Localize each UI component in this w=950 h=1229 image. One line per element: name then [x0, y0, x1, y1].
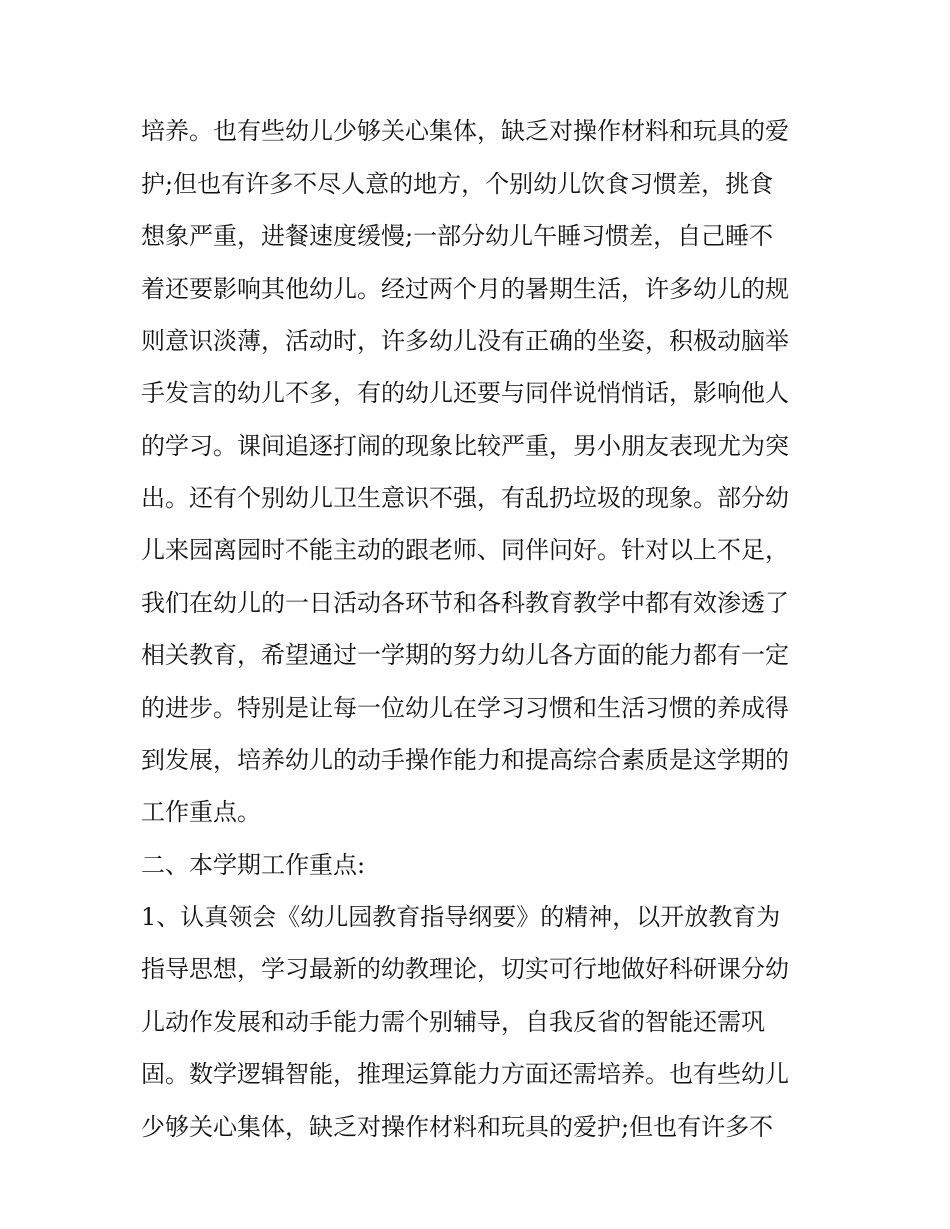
- text-line-2: 护;但也有许多不尽人意的地方，个别幼儿饮食习惯差，挑食: [141, 170, 774, 198]
- section-heading: 二、本学期工作重点:: [141, 851, 366, 879]
- text-line-10: 我们在幼儿的一日活动各环节和各科教育教学中都有效渗透了: [141, 589, 789, 617]
- text-line-16: 1、认真领会《幼儿园教育指导纲要》的精神，以开放教育为: [141, 903, 781, 931]
- text-line-17: 指导思想，学习最新的幼教理论，切实可行地做好科研课分幼: [141, 955, 789, 983]
- text-line-14: 工作重点。: [141, 798, 261, 826]
- text-line-1: 培养。也有些幼儿少够关心集体，缺乏对操作材料和玩具的爱: [141, 117, 789, 145]
- text-line-11: 相关教育，希望通过一学期的努力幼儿各方面的能力都有一定: [141, 641, 789, 669]
- text-line-3: 想象严重，进餐速度缓慢;一部分幼儿午睡习惯差，自己睡不: [141, 222, 774, 250]
- text-line-6: 手发言的幼儿不多，有的幼儿还要与同伴说悄悄话，影响他人: [141, 379, 789, 407]
- text-line-8: 出。还有个别幼儿卫生意识不强，有乱扔垃圾的现象。部分幼: [141, 484, 789, 512]
- text-line-20: 少够关心集体，缺乏对操作材料和玩具的爱护;但也有许多不: [141, 1113, 774, 1141]
- text-line-4: 着还要影响其他幼儿。经过两个月的暑期生活，许多幼儿的规: [141, 275, 789, 303]
- text-line-13: 到发展，培养幼儿的动手操作能力和提高综合素质是这学期的: [141, 746, 789, 774]
- text-line-18: 儿动作发展和动手能力需个别辅导，自我反省的智能还需巩: [141, 1008, 765, 1036]
- text-line-19: 固。数学逻辑智能，推理运算能力方面还需培养。也有些幼儿: [141, 1060, 789, 1088]
- text-line-5: 则意识淡薄，活动时，许多幼儿没有正确的坐姿，积极动脑举: [141, 327, 789, 355]
- text-line-9: 儿来园离园时不能主动的跟老师、同伴问好。针对以上不足，: [141, 536, 789, 564]
- text-line-12: 的进步。特别是让每一位幼儿在学习习惯和生活习惯的养成得: [141, 694, 789, 722]
- text-line-7: 的学习。课间追逐打闹的现象比较严重，男小朋友表现尤为突: [141, 432, 789, 460]
